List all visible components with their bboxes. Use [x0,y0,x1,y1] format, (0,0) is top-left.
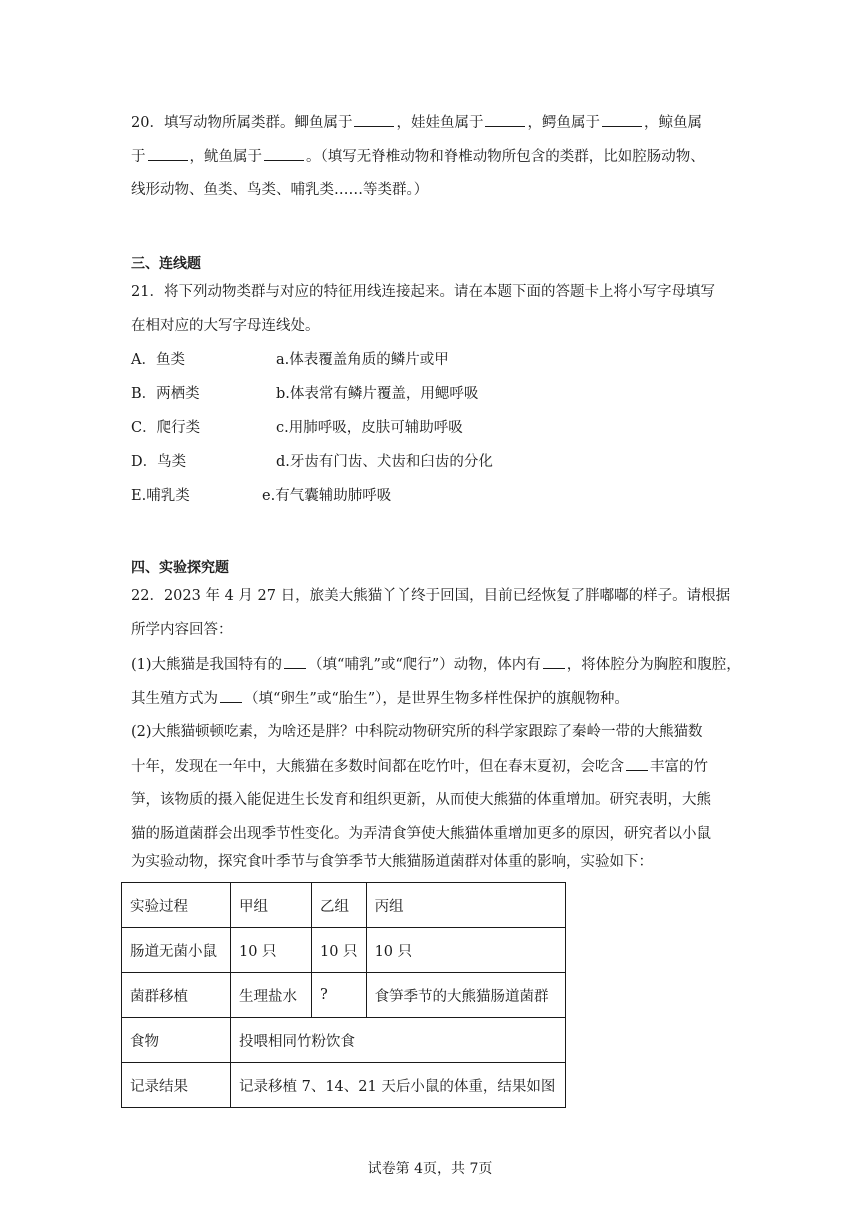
q20-text: ，鲸鱼属 [643,115,702,131]
table-cell: 记录结果 [122,1063,231,1108]
table-row [122,973,566,1018]
table-cell: 记录移植 7、14、21 天后小鼠的体重，结果如图 [231,1063,566,1108]
match-left-item: A．鱼类 [131,352,185,368]
table-row [122,883,566,928]
q22-text: (1)大熊猫是我国特有的 [131,657,283,673]
q22-part2-line-3: 笋，该物质的摄入能促进生长发育和组织更新，从而使大熊猫的体重增加。研究表明，大熊 [131,792,711,808]
section-heading: 三、连线题 [131,256,201,272]
q22-text: （填“卵生”或“胎生”），是世界生物多样性保护的旗舰物种。 [244,691,629,707]
q20-text: ，娃娃鱼属于 [396,115,484,131]
q20-line-2 [131,146,705,167]
q22-text: （填“哺乳”或“爬行”）动物，体内有 [308,657,541,673]
table-cell: 生理盐水 [231,973,312,1018]
page-footer: 试卷第 4页，共 7页 [367,1161,493,1177]
q21-line-2: 在相对应的大写字母连线处。 [131,318,320,334]
answer-blank[interactable] [220,688,242,703]
answer-blank[interactable] [602,112,642,127]
answer-blank[interactable] [148,146,188,161]
table-cell: 10 只 [231,928,312,973]
table-row [122,1018,566,1063]
match-right-item: b.体表常有鳞片覆盖，用鳃呼吸 [276,386,479,402]
q20-line-1 [131,112,702,133]
q20-text: 20．填写动物所属类群。鲫鱼属于 [131,115,353,131]
answer-blank[interactable] [543,654,565,669]
table-row [122,928,566,973]
table-cell: 食物 [122,1018,231,1063]
table-cell: 菌群移植 [122,973,231,1018]
table-cell: 丙组 [366,883,565,928]
q22-part2-line-1: (2)大熊猫顿顿吃素，为啥还是胖？中科院动物研究所的科学家跟踪了秦岭一带的大熊猫数 [131,724,703,740]
experiment-table [121,882,566,1108]
q22-part2-line-2 [131,756,708,777]
q22-part2-line-5: 为实验动物，探究食叶季节与食笋季节大熊猫肠道菌群对体重的影响，实验如下： [131,854,653,870]
q20-text: ，鱿鱼属于 [189,149,262,165]
q22-line-2: 所学内容回答： [131,622,233,638]
section-heading: 四、实验探究题 [131,560,229,576]
match-right-item: e.有气囊辅助肺呼吸 [262,488,392,504]
q22-part1-line-1 [131,654,741,675]
q20-line-3: 线形动物、鱼类、鸟类、哺乳类……等类群。） [131,182,429,198]
answer-blank[interactable] [354,112,394,127]
match-right-item: c.用肺呼吸，皮肤可辅助呼吸 [276,420,463,436]
table-cell: 10 只 [366,928,565,973]
q22-text: 其生殖方式为 [131,691,218,707]
answer-blank[interactable] [626,756,648,771]
q21-line-1: 21．将下列动物类群与对应的特征用线连接起来。请在本题下面的答题卡上将小写字母填写 [131,284,715,300]
table-cell: 实验过程 [122,883,231,928]
table-cell: 甲组 [231,883,312,928]
match-left-item: B．两栖类 [131,386,200,402]
table-row [122,1063,566,1108]
table-cell: ? [312,973,367,1018]
q22-text: 十年，发现在一年中，大熊猫在多数时间都在吃竹叶，但在春末夏初，会吃含 [131,759,624,775]
table-cell: 食笋季节的大熊猫肠道菌群 [366,973,565,1018]
q22-text: ，将体腔分为胸腔和腹腔， [566,657,741,673]
match-left-item: E.哺乳类 [131,488,190,504]
table-cell: 10 只 [312,928,367,973]
answer-blank[interactable] [284,654,306,669]
q20-text: ，鳄鱼属于 [527,115,600,131]
table-cell: 乙组 [312,883,367,928]
answer-blank[interactable] [264,146,304,161]
q22-part2-line-4: 猫的肠道菌群会出现季节性变化。为弄清食笋使大熊猫体重增加更多的原因，研究者以小鼠 [131,826,711,842]
q20-text: 于 [131,149,146,165]
q22-part1-line-2 [131,688,629,709]
match-right-item: a.体表覆盖角质的鳞片或甲 [276,352,449,368]
q22-text: 丰富的竹 [650,759,708,775]
table-cell: 肠道无菌小鼠 [122,928,231,973]
match-right-item: d.牙齿有门齿、犬齿和臼齿的分化 [276,454,493,470]
table-cell: 投喂相同竹粉饮食 [231,1018,566,1063]
match-left-item: D．鸟类 [131,454,187,470]
match-left-item: C．爬行类 [131,420,201,436]
q22-line-1: 22．2023 年 4 月 27 日，旅美大熊猫丫丫终于回国，目前已经恢复了胖嘟嘟的样子。请根据 [131,588,731,604]
q20-text: 。（填写无脊椎动物和脊椎动物所包含的类群，比如腔肠动物、 [306,149,705,165]
answer-blank[interactable] [485,112,525,127]
